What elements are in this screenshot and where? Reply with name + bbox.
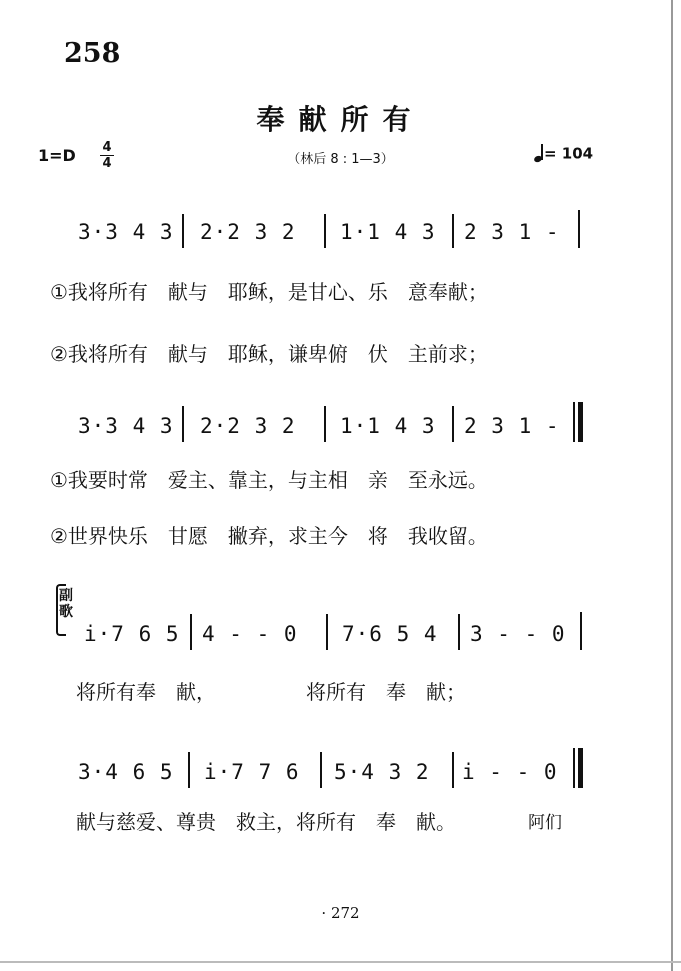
final-barline-thin — [573, 402, 575, 442]
final-barline-thin — [573, 748, 575, 788]
measure-2-1: 3·3 4 3 — [78, 414, 174, 438]
measure-1-4: 2 3 1 - — [464, 220, 560, 244]
barline — [452, 214, 454, 248]
barline — [190, 614, 192, 650]
final-barline-thick — [578, 748, 583, 788]
lyric-line-1: 将所有奉 献， 将所有 奉 献； — [76, 680, 466, 704]
barline — [580, 612, 582, 650]
barline — [458, 614, 460, 650]
page-number: · 272 — [321, 904, 360, 922]
barline — [324, 214, 326, 248]
barline — [452, 406, 454, 442]
measure-3-2: 4 - - 0 — [202, 622, 298, 646]
barline — [452, 752, 454, 788]
barline — [182, 406, 184, 442]
quarter-note-icon — [534, 144, 544, 164]
barline — [324, 406, 326, 442]
hymn-title: 奉献所有 — [256, 103, 425, 136]
scan-edge-right — [671, 0, 673, 971]
measure-3-1: i·7 6 5 — [84, 622, 180, 646]
key-signature: 1=D — [38, 146, 76, 165]
lyric-line-1: ①我要时常 爱主、靠主，与主相 亲 至永远。 — [50, 468, 488, 492]
measure-1-1: 3·3 4 3 — [78, 220, 174, 244]
measure-4-2: i·7 7 6 — [204, 760, 300, 784]
lyric-line-2: ②我将所有 献与 耶稣，谦卑俯 伏 主前求； — [50, 342, 488, 366]
time-signature-top: 4 — [100, 140, 114, 156]
scan-edge-bottom — [0, 961, 681, 963]
lyric-line-1: ①我将所有 献与 耶稣，是甘心、乐 意奉献； — [50, 280, 488, 304]
measure-2-4: 2 3 1 - — [464, 414, 560, 438]
measure-4-4: i - - 0 — [462, 760, 558, 784]
scripture-reference: （林后 8 : 1—3） — [287, 152, 394, 167]
barline — [578, 210, 580, 248]
time-signature-bottom: 4 — [102, 156, 112, 171]
lyric-line-1: 献与慈爱、尊贵 救主，将所有 奉 献。 — [76, 810, 456, 834]
measure-2-3: 1·1 4 3 — [340, 414, 436, 438]
barline — [182, 214, 184, 248]
amen-text: 阿们 — [528, 813, 562, 833]
measure-3-3: 7·6 5 4 — [342, 622, 438, 646]
measure-1-3: 1·1 4 3 — [340, 220, 436, 244]
measure-4-3: 5·4 3 2 — [334, 760, 430, 784]
measure-1-2: 2·2 3 2 — [200, 220, 296, 244]
final-barline-thick — [578, 402, 583, 442]
lyric-line-2: ②世界快乐 甘愿 撇弃，求主今 将 我收留。 — [50, 524, 488, 548]
measure-4-1: 3·4 6 5 — [78, 760, 174, 784]
measure-3-4: 3 - - 0 — [470, 622, 566, 646]
barline — [188, 752, 190, 788]
refrain-label: 副歌 — [59, 588, 73, 620]
barline — [320, 752, 322, 788]
tempo-marking — [534, 144, 593, 164]
barline — [326, 614, 328, 650]
hymn-number: 258 — [64, 38, 121, 69]
tempo-value: = 104 — [544, 144, 594, 163]
measure-2-2: 2·2 3 2 — [200, 414, 296, 438]
